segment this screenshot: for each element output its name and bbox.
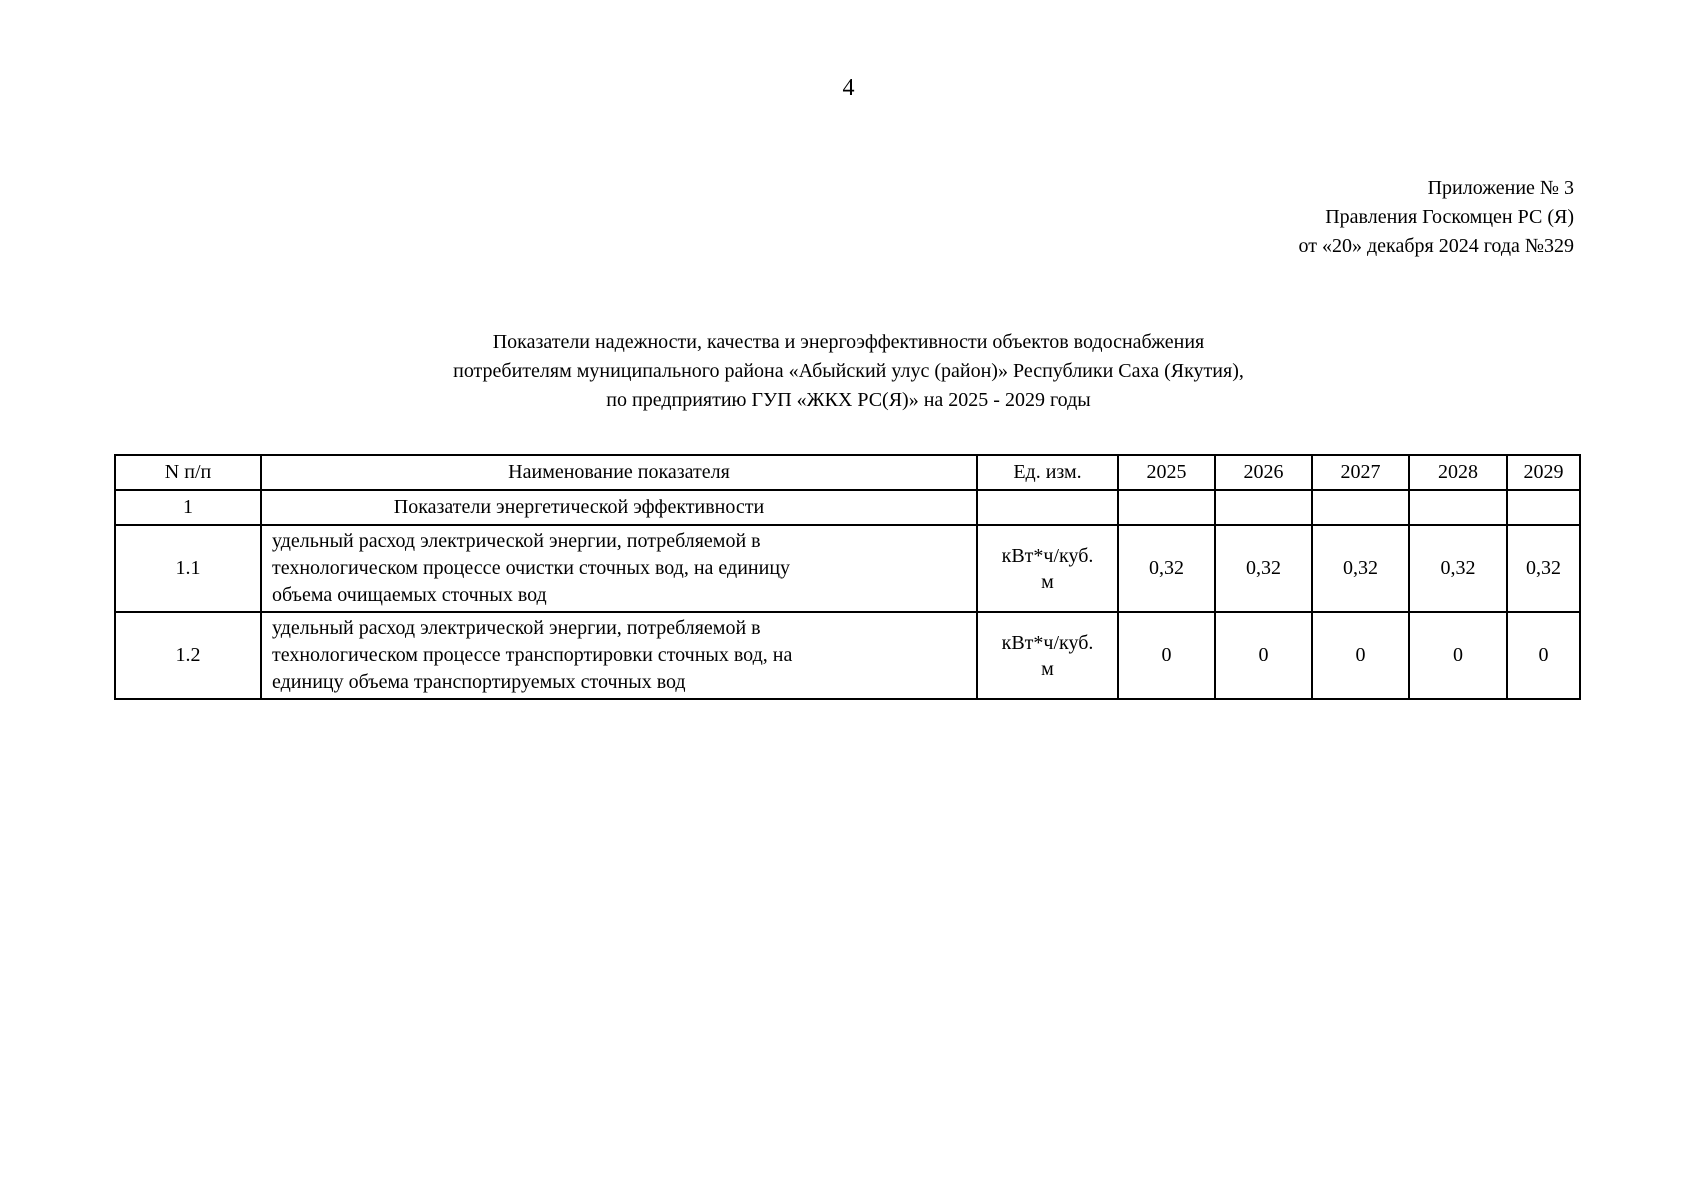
row-name-line: единицу объема транспортируемых сточных вод (272, 671, 686, 693)
empty-cell (977, 490, 1118, 525)
title-line: потребителям муниципального района «Абыйский улус (район)» Республики Саха (Якутия), (453, 360, 1244, 382)
row-value: 0 (1312, 612, 1409, 699)
row-num: 1.2 (115, 612, 261, 699)
row-value: 0,32 (1312, 525, 1409, 612)
row-num: 1.1 (115, 525, 261, 612)
table-row (115, 612, 1580, 699)
empty-cell (1118, 490, 1215, 525)
row-name-line: удельный расход электрической энергии, потребляемой в (272, 530, 761, 552)
row-unit-line: м (1041, 657, 1054, 680)
table-header-row (115, 455, 1580, 490)
header-num: N п/п (115, 455, 261, 490)
row-unit-line: кВт*ч/куб. (1001, 544, 1094, 567)
row-name-line: удельный расход электрической энергии, потребляемой в (272, 617, 761, 639)
section-num: 1 (115, 490, 261, 525)
row-unit (977, 612, 1118, 699)
page-number: 4 (842, 75, 855, 101)
header-year: 2029 (1507, 455, 1580, 490)
row-name-line: технологическом процессе транспортировки сточных вод, на (272, 644, 793, 666)
row-value: 0,32 (1118, 525, 1215, 612)
header-year: 2025 (1118, 455, 1215, 490)
section-name: Показатели энергетической эффективности (261, 490, 977, 525)
row-unit-line: кВт*ч/куб. (1001, 631, 1094, 654)
row-value: 0 (1409, 612, 1507, 699)
header-unit: Ед. изм. (977, 455, 1118, 490)
row-name-line: технологическом процессе очистки сточных вод, на единицу (272, 557, 791, 579)
header-year: 2027 (1312, 455, 1409, 490)
empty-cell (1215, 490, 1312, 525)
header-year: 2028 (1409, 455, 1507, 490)
indicators-table (114, 454, 1581, 700)
header-year: 2026 (1215, 455, 1312, 490)
empty-cell (1409, 490, 1507, 525)
table-row (115, 525, 1580, 612)
appendix-block (1299, 174, 1574, 261)
row-value: 0,32 (1215, 525, 1312, 612)
title-line: по предприятию ГУП «ЖКХ РС(Я)» на 2025 - 2029 годы (606, 389, 1091, 411)
appendix-line: Правления Госкомцен РС (Я) (1325, 206, 1574, 228)
row-unit-line: м (1041, 570, 1054, 593)
header-name: Наименование показателя (261, 455, 977, 490)
row-value: 0,32 (1409, 525, 1507, 612)
empty-cell (1507, 490, 1580, 525)
row-value: 0,32 (1507, 525, 1580, 612)
title-line: Показатели надежности, качества и энергоэффективности объектов водоснабжения (492, 331, 1205, 353)
appendix-line: Приложение № 3 (1427, 177, 1574, 199)
appendix-line: от «20» декабря 2024 года №329 (1298, 235, 1574, 257)
row-name (261, 612, 977, 699)
table-section-row (115, 490, 1580, 525)
row-unit (977, 525, 1118, 612)
row-value: 0 (1118, 612, 1215, 699)
row-value: 0 (1507, 612, 1580, 699)
row-name (261, 525, 977, 612)
row-name-line: объема очищаемых сточных вод (272, 584, 547, 606)
row-value: 0 (1215, 612, 1312, 699)
document-title (0, 328, 1697, 415)
empty-cell (1312, 490, 1409, 525)
